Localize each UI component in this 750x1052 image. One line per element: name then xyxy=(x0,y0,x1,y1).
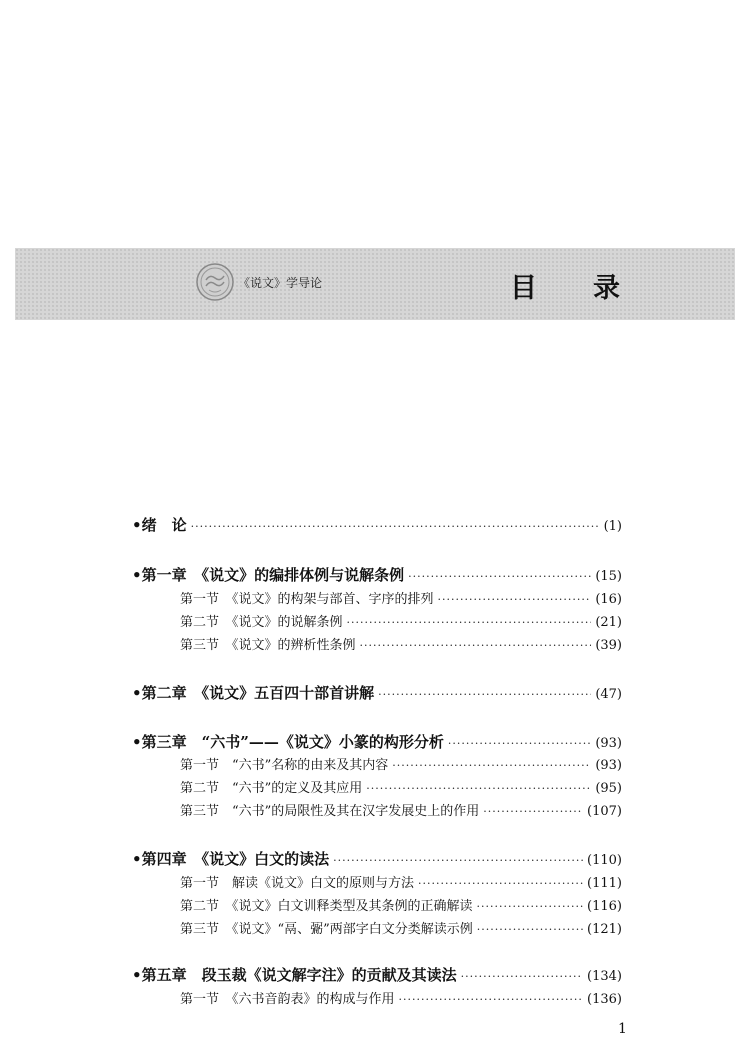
toc-entry-label: 第一节 《六书音韵表》的构成与作用 xyxy=(180,992,395,1007)
toc-section-entry[interactable] xyxy=(180,800,622,819)
toc-entry-label: 第三节 《说文》“鬲、䰜”两部字白文分类解读示例 xyxy=(180,922,473,937)
dot-leader xyxy=(333,854,583,867)
toc-entry-page: (111) xyxy=(587,876,622,891)
toc-entry-page: (39) xyxy=(595,638,622,653)
dot-leader xyxy=(448,737,591,750)
dot-leader xyxy=(191,520,600,533)
toc-chapter-entry[interactable] xyxy=(132,964,622,985)
toc-chapter-entry[interactable] xyxy=(132,514,622,535)
toc-entry-label: 第三节 《说文》的辨析性条例 xyxy=(180,638,356,653)
toc-entry-label: 第三节 “六书”的局限性及其在汉字发展史上的作用 xyxy=(180,804,480,819)
toc-section-entry[interactable] xyxy=(180,895,622,914)
toc-entry-page: (107) xyxy=(587,804,622,819)
toc-entry-page: (15) xyxy=(595,569,622,584)
bullet-icon: • xyxy=(132,516,142,534)
toc-chapter-entry[interactable] xyxy=(132,731,622,752)
toc-entry-page: (121) xyxy=(587,922,622,937)
toc-chapter-entry[interactable] xyxy=(132,848,622,869)
dot-leader xyxy=(347,616,592,629)
dot-leader xyxy=(483,805,583,818)
toc-entry-page: (93) xyxy=(595,736,622,751)
toc-entry-page: (110) xyxy=(587,853,622,868)
toc-section-entry[interactable] xyxy=(180,777,622,796)
page-number: 1 xyxy=(618,1021,627,1037)
bullet-icon: • xyxy=(132,684,142,702)
toc-entry-label: 第二节 《说文》的说解条例 xyxy=(180,615,343,630)
toc-entry-page: (21) xyxy=(595,615,622,630)
toc-section-entry[interactable] xyxy=(180,588,622,607)
toc-entry-label: 第一章 《说文》的编排体例与说解条例 xyxy=(141,566,405,584)
bullet-icon: • xyxy=(132,966,142,984)
toc-entry-page: (1) xyxy=(603,519,622,534)
toc-section-entry[interactable] xyxy=(180,988,622,1007)
book-title: 《说文》学导论 xyxy=(238,276,323,290)
toc-entry-page: (116) xyxy=(587,899,622,914)
dot-leader xyxy=(438,593,592,606)
toc-section-entry[interactable] xyxy=(180,918,622,937)
toc-section-entry[interactable] xyxy=(180,611,622,630)
toc-entry-label: 第二节 《说文》白文训释类型及其条例的正确解读 xyxy=(180,899,473,914)
dot-leader xyxy=(477,900,584,913)
dot-leader xyxy=(378,688,591,701)
toc-entry-page: (134) xyxy=(587,969,622,984)
dot-leader xyxy=(399,993,584,1006)
toc-section-entry[interactable] xyxy=(180,872,622,891)
bullet-icon: • xyxy=(132,850,142,868)
toc-section-entry[interactable] xyxy=(180,634,622,653)
toc-entry-label: 第五章 段玉裁《说文解字注》的贡献及其读法 xyxy=(141,966,457,984)
toc-entry-label: 第二章 《说文》五百四十部首讲解 xyxy=(141,684,375,702)
toc-entry-label: 第一节 《说文》的构架与部首、字序的排列 xyxy=(180,592,434,607)
dot-leader xyxy=(366,782,591,795)
section-title: 目录 xyxy=(510,273,676,304)
toc-entry-page: (95) xyxy=(595,781,622,796)
toc-entry-label: 第三章 “六书”——《说文》小篆的构形分析 xyxy=(141,733,444,751)
toc-entry-label: 第一节 “六书”名称的由来及其内容 xyxy=(180,758,389,773)
toc-chapter-entry[interactable] xyxy=(132,682,622,703)
dot-leader xyxy=(408,570,591,583)
toc-entry-page: (136) xyxy=(587,992,622,1007)
toc-section-entry[interactable] xyxy=(180,754,622,773)
toc-entry-page: (47) xyxy=(595,687,622,702)
dot-leader xyxy=(477,923,583,936)
toc-entry-label: 绪 论 xyxy=(141,516,187,534)
toc-entry-label: 第二节 “六书”的定义及其应用 xyxy=(180,781,363,796)
toc-entry-label: 第四章 《说文》白文的读法 xyxy=(141,850,330,868)
toc-entry-label: 第一节 解读《说文》白文的原则与方法 xyxy=(180,876,415,891)
dot-leader xyxy=(461,970,583,983)
toc-chapter-entry[interactable] xyxy=(132,564,622,585)
dot-leader xyxy=(360,639,592,652)
dot-leader xyxy=(392,759,591,772)
dot-leader xyxy=(418,877,583,890)
toc-entry-page: (16) xyxy=(595,592,622,607)
bullet-icon: • xyxy=(132,566,142,584)
toc-entry-page: (93) xyxy=(595,758,622,773)
bullet-icon: • xyxy=(132,733,142,751)
